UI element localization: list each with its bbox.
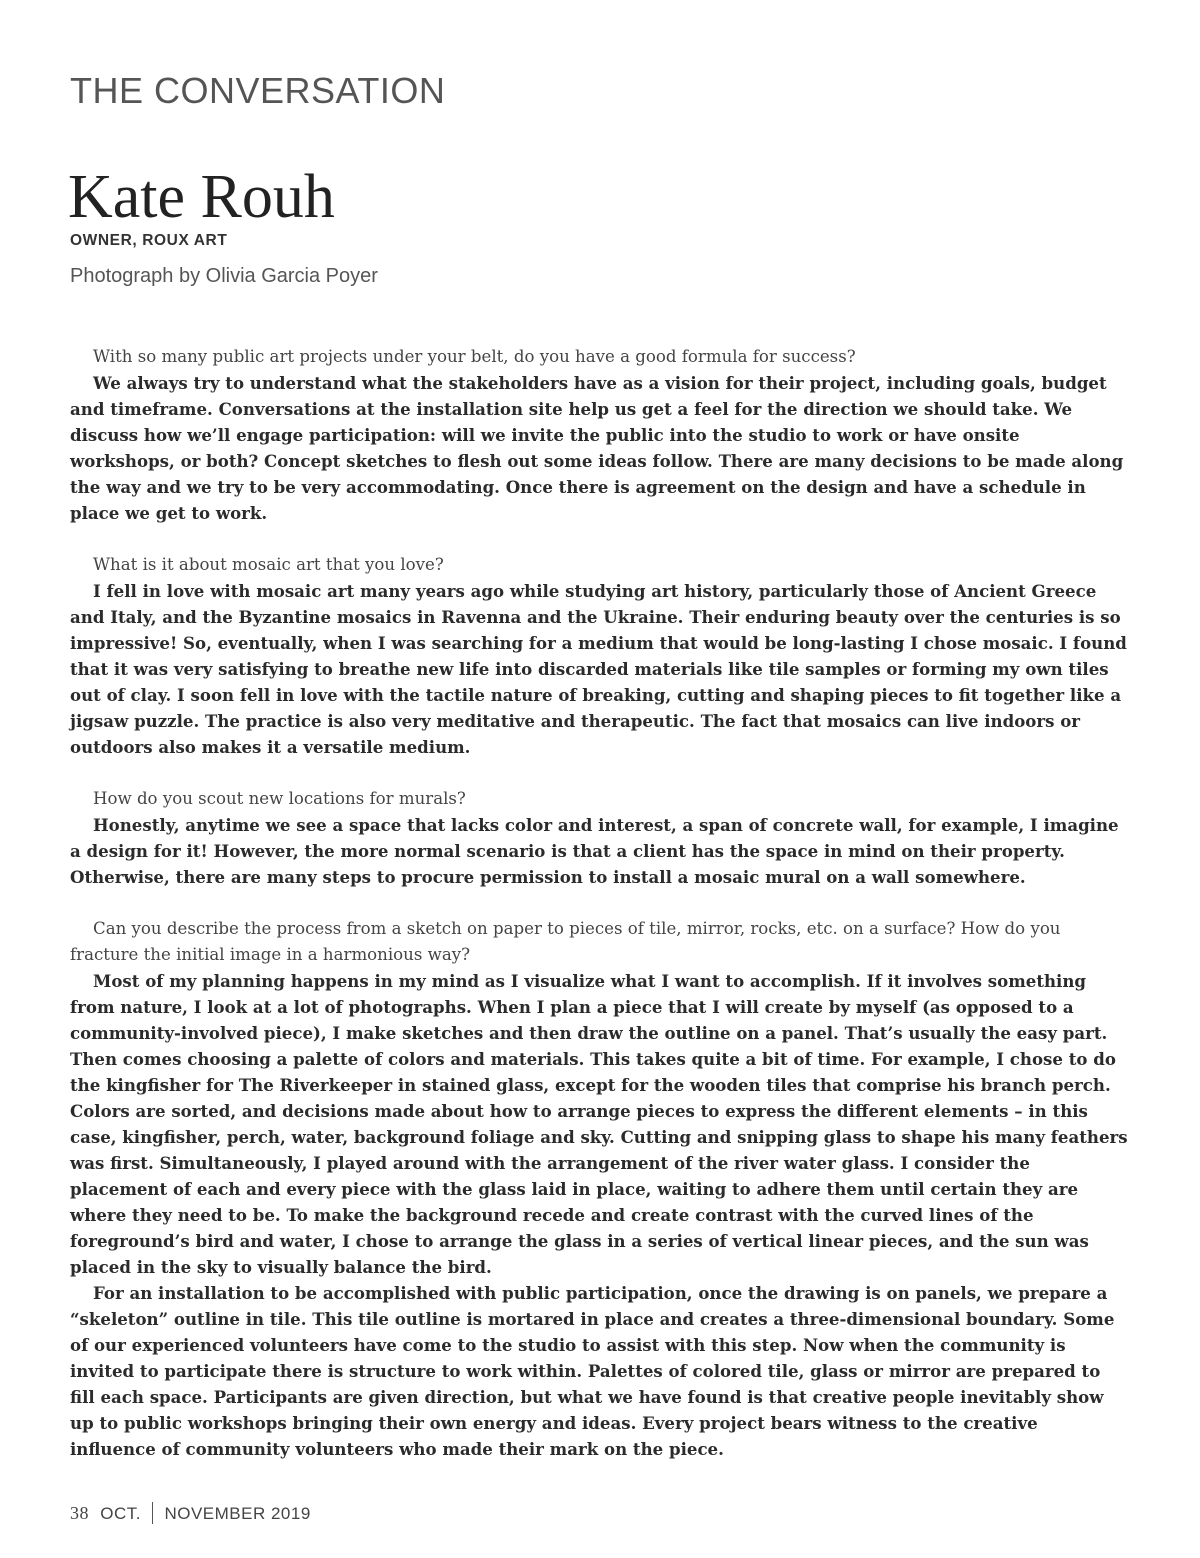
answer: Most of my planning happens in my mind as I visualize what I want to accomplish. If it involves something from nature, I look at a lot of photographs. When I plan a piece that I will create by myself (as opposed to a community-involved piece), I make sketches and then draw the outline on a panel. That’s usually the easy part. Then comes choosing a palette of colors and materials. This takes quite a bit of time. For example, I chose to do the kingfisher for The Riverkeeper in stained glass, except for the wooden tiles that comprise his branch perch. Colors are sorted, and decisions made about how to arrange pieces to express the different elements – in this case, kingfisher, perch, water, background foliage and sky. Cutting and snipping glass to shape his many feathers was first. Simultaneously, I played around with the arrangement of the river water glass. I consider the placement of each and every piece with the glass laid in place, waiting to adhere them until certain they are where they need to be. To make the background recede and create contrast with the curved lines of the foreground’s bird and water, I chose to arrange the glass in a series of vertical linear pieces, and the sun was placed in the sky to visually balance the bird. xyxy=(70,971,1128,1277)
page-number: 38 xyxy=(70,1503,89,1523)
issue-month-start: OCT. xyxy=(100,1504,141,1523)
issue-month-end: NOVEMBER 2019 xyxy=(164,1504,311,1523)
question: How do you scout new locations for murals? xyxy=(93,789,466,808)
qa-block xyxy=(70,786,1128,890)
qa-block xyxy=(70,916,1128,1462)
answer: Honestly, anytime we see a space that lacks color and interest, a span of concrete wall, for example, I imagine a design for it! However, the more normal scenario is that a client has the space in mind on their property. Otherwise, there are many steps to procure permission to install a mosaic mural on a wall somewhere. xyxy=(70,815,1119,887)
qa-block xyxy=(70,344,1128,526)
answer: I fell in love with mosaic art many years ago while studying art history, particularly those of Ancient Greece and Italy, and the Byzantine mosaics in Ravenna and the Ukraine. Their enduring beauty over the centuries is so impressive! So, eventually, when I was searching for a medium that would be long-lasting I chose mosaic. I found that it was very satisfying to breathe new life into discarded materials like tile samples or forming my own tiles out of clay. I soon fell in love with the tactile nature of breaking, cutting and shaping pieces to fit together like a jigsaw puzzle. The practice is also very meditative and therapeutic. The fact that mosaics can live indoors or outdoors also makes it a versatile medium. xyxy=(70,581,1127,757)
interview-body xyxy=(70,344,1128,1488)
answer: We always try to understand what the stakeholders have as a vision for their project, including goals, budget and timeframe. Conversations at the installation site help us get a feel for the direction we should take. We discuss how we’ll engage participation: will we invite the public into the studio to work or have onsite workshops, or both? Concept sketches to flesh out some ideas follow. There are many decisions to be made along the way and we try to be very accommodating. Once there is agreement on the design and have a schedule in place we get to work. xyxy=(70,373,1124,523)
photo-credit: Photograph by Olivia Garcia Poyer xyxy=(70,265,378,287)
page-footer xyxy=(70,1502,311,1524)
interviewee-name: Kate Rouh xyxy=(68,163,335,231)
question: Can you describe the process from a sketch on paper to pieces of tile, mirror, rocks, etc. on a surface? How do you fracture the initial image in a harmonious way? xyxy=(70,919,1061,964)
footer-divider xyxy=(152,1502,153,1524)
interviewee-role: OWNER, ROUX ART xyxy=(70,232,228,249)
question: What is it about mosaic art that you love? xyxy=(93,555,444,574)
qa-block xyxy=(70,552,1128,760)
question: With so many public art projects under your belt, do you have a good formula for success? xyxy=(93,347,856,366)
section-label: THE CONVERSATION xyxy=(70,70,446,111)
answer: For an installation to be accomplished with public participation, once the drawing is on panels, we prepare a “skeleton” outline in tile. This tile outline is mortared in place and creates a three-dimensional boundary. Some of our experienced volunteers have come to the studio to assist with this step. Now when the community is invited to participate there is structure to work within. Palettes of colored tile, glass or mirror are prepared to fill each space. Participants are given direction, but what we have found is that creative people inevitably show up to public workshops bringing their own energy and ideas. Every project bears witness to the creative influence of community volunteers who made their mark on the piece. xyxy=(70,1283,1115,1459)
